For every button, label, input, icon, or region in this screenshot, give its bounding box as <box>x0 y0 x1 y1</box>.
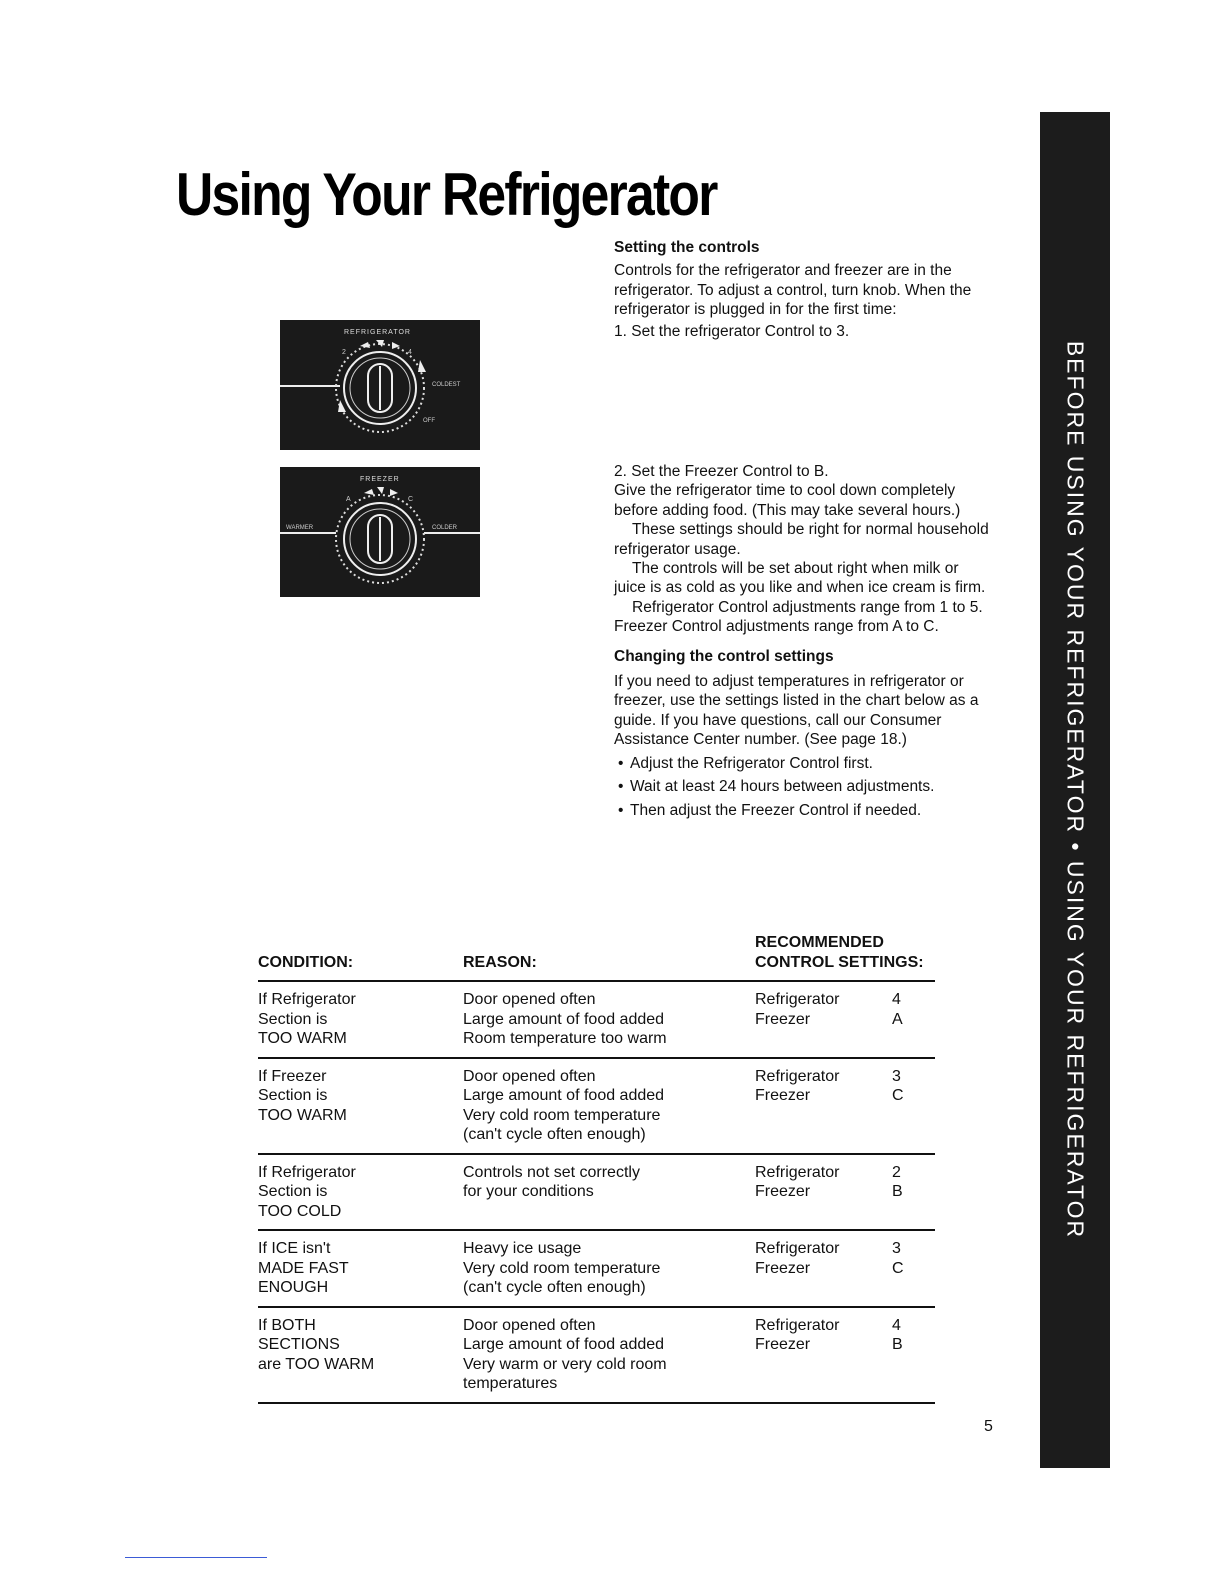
column-header-settings <box>755 933 924 972</box>
reason-cell-line: (can't cycle often enough) <box>463 1126 646 1143</box>
table-row <box>258 982 935 1059</box>
control-name-cell-line: Refrigerator <box>755 991 840 1008</box>
condition-cell-line: Section is <box>258 1183 328 1200</box>
setting-controls-intro: Controls for the refrigerator and freezer are in the refrigerator. To adjust a control, turn knob. When the refrigerator is plugged in for the first time: <box>614 262 972 319</box>
control-value-cell <box>892 1163 922 1202</box>
refrigerator-dial-icon <box>280 320 480 450</box>
reason-cell-line: Door opened often <box>463 1067 596 1085</box>
control-name-cell-line: Refrigerator <box>755 1240 840 1257</box>
condition-cell-line: Section is <box>258 1010 328 1028</box>
condition-cell-line: If ICE isn't <box>258 1240 331 1257</box>
freezer-dial-number-left: A <box>346 496 351 503</box>
table-row <box>258 1155 935 1232</box>
condition-cell-line: TOO WARM <box>258 1030 347 1047</box>
control-value-cell-line: C <box>892 1259 904 1277</box>
reason-cell-line: Door opened often <box>463 991 596 1008</box>
column-header-settings-line-1: RECOMMENDED <box>755 934 884 951</box>
condition-cell-line: are TOO WARM <box>258 1355 375 1373</box>
control-value-cell-line: C <box>892 1087 904 1104</box>
reason-cell-line: Large amount of food added <box>463 1010 665 1028</box>
control-name-cell-line: Freezer <box>755 1010 811 1028</box>
list-item: • Then adjust the Freezer Control if needed. <box>614 801 994 820</box>
side-tab-label: BEFORE USING YOUR REFRIGERATOR • USING YOUR REFRIGERATOR <box>1062 340 1089 1240</box>
condition-cell <box>258 1163 448 1222</box>
control-value-cell-line: 3 <box>892 1240 901 1257</box>
reason-cell <box>463 1163 743 1202</box>
list-item: • Adjust the Refrigerator Control first. <box>614 754 994 773</box>
condition-cell-line: If BOTH <box>258 1316 316 1334</box>
reason-cell-line: for your conditions <box>463 1183 594 1200</box>
reason-cell-line: (can't cycle often enough) <box>463 1279 646 1296</box>
control-name-cell <box>755 1239 875 1278</box>
condition-cell-line: Section is <box>258 1087 328 1104</box>
condition-cell <box>258 1067 448 1126</box>
control-value-cell <box>892 990 922 1029</box>
control-value-cell <box>892 1239 922 1278</box>
control-value-cell-line: 3 <box>892 1067 901 1085</box>
control-value-cell-line: 4 <box>892 991 901 1008</box>
setting-paragraph-4: Refrigerator Control adjustments range from 1 to 5. Freezer Control adjustments range from A to C. <box>614 598 983 636</box>
condition-cell-line: If Refrigerator <box>258 1163 356 1181</box>
condition-cell-line: TOO COLD <box>258 1202 342 1220</box>
freezer-dial-icon <box>280 467 480 597</box>
freezer-dial-left-text: WARMER <box>286 525 314 531</box>
column-header-reason: REASON: <box>463 953 537 971</box>
reason-cell <box>463 1316 743 1394</box>
control-name-cell-line: Refrigerator <box>755 1163 840 1181</box>
control-name-cell <box>755 1316 875 1355</box>
control-name-cell-line: Freezer <box>755 1183 811 1200</box>
column-header-condition: CONDITION: <box>258 953 354 971</box>
list-item: • Wait at least 24 hours between adjustments. <box>614 777 994 796</box>
condition-cell <box>258 1239 448 1298</box>
refrigerator-dial-number-right: 4 <box>408 349 412 356</box>
control-value-cell <box>892 1067 922 1106</box>
setting-controls-section <box>614 238 994 341</box>
control-value-cell-line: 2 <box>892 1163 901 1181</box>
control-name-cell-line: Refrigerator <box>755 1316 840 1334</box>
control-name-cell-line: Freezer <box>755 1087 811 1104</box>
changing-settings-paragraph: If you need to adjust temperatures in refrigerator or freezer, use the settings listed in the chart below as a guide. If you have questions, call our Consumer Assistance Center number. (See page 18.) <box>614 673 979 749</box>
control-name-cell <box>755 1067 875 1106</box>
setting-paragraph-3: The controls will be set about right when milk or juice is as cold as you like and when ice cream is firm. <box>614 560 986 597</box>
control-value-cell-line: A <box>892 1010 903 1028</box>
control-settings-table <box>258 930 935 1404</box>
page-number: 5 <box>984 1418 993 1435</box>
control-name-cell-line: Freezer <box>755 1259 811 1277</box>
condition-cell-line: ENOUGH <box>258 1279 329 1296</box>
condition-cell-line: If Refrigerator <box>258 991 356 1008</box>
page-title: Using Your Refrigerator <box>176 161 717 228</box>
control-value-cell-line: B <box>892 1336 903 1353</box>
reason-cell-line: Room temperature too warm <box>463 1030 667 1047</box>
reason-cell-line: Heavy ice usage <box>463 1240 582 1257</box>
reason-cell-line: Door opened often <box>463 1316 596 1334</box>
reason-cell-line: Controls not set correctly <box>463 1163 640 1181</box>
refrigerator-dial-label: REFRIGERATOR <box>344 329 411 336</box>
reason-cell-line: Large amount of food added <box>463 1336 665 1353</box>
refrigerator-dial-bottom-text: OFF <box>423 418 435 424</box>
setting-paragraph-1: Give the refrigerator time to cool down completely before adding food. (This may take several hours.) <box>614 482 961 519</box>
reason-cell-line: temperatures <box>463 1375 558 1392</box>
control-value-cell-line: B <box>892 1183 903 1200</box>
table-header <box>258 930 935 982</box>
condition-cell <box>258 1316 448 1375</box>
setting-step-1: 1. Set the refrigerator Control to 3. <box>614 322 850 340</box>
freezer-dial-right-text: COLDER <box>432 525 458 531</box>
control-name-cell <box>755 1163 875 1202</box>
reason-cell <box>463 1067 743 1145</box>
setting-controls-continued <box>614 462 994 824</box>
column-header-settings-line-2: CONTROL SETTINGS: <box>755 953 924 971</box>
reason-cell <box>463 1239 743 1298</box>
control-name-cell <box>755 990 875 1029</box>
reason-cell-line: Very cold room temperature <box>463 1106 661 1124</box>
freezer-dial-label: FREEZER <box>360 476 400 483</box>
condition-cell-line: If Freezer <box>258 1067 327 1085</box>
section-side-tab <box>1040 112 1110 1468</box>
refrigerator-dial-number-left: 2 <box>342 349 346 356</box>
setting-controls-heading: Setting the controls <box>614 239 760 256</box>
freezer-dial-image <box>280 467 480 597</box>
control-name-cell-line: Refrigerator <box>755 1067 840 1085</box>
reason-cell-line: Very cold room temperature <box>463 1259 661 1277</box>
changing-settings-heading: Changing the control settings <box>614 647 834 665</box>
setting-step-2: 2. Set the Freezer Control to B. <box>614 463 829 480</box>
setting-paragraph-2: These settings should be right for normal household refrigerator usage. <box>614 521 989 558</box>
refrigerator-dial-right-text: COLDEST <box>432 382 461 388</box>
reason-cell-line: Large amount of food added <box>463 1087 665 1104</box>
condition-cell-line: SECTIONS <box>258 1336 340 1353</box>
reason-cell-line: Very warm or very cold room <box>463 1355 667 1373</box>
control-value-cell <box>892 1316 922 1355</box>
freezer-dial-number-right: C <box>408 496 414 503</box>
condition-cell-line: TOO WARM <box>258 1106 347 1124</box>
reason-cell <box>463 990 743 1049</box>
table-row <box>258 1308 935 1404</box>
condition-cell <box>258 990 448 1049</box>
control-name-cell-line: Freezer <box>755 1336 811 1353</box>
control-value-cell-line: 4 <box>892 1316 901 1334</box>
refrigerator-dial-image <box>280 320 480 450</box>
adjustment-bullet-list <box>614 754 994 820</box>
footnote-rule <box>125 1557 267 1558</box>
condition-cell-line: MADE FAST <box>258 1259 349 1277</box>
table-row <box>258 1231 935 1308</box>
table-row <box>258 1059 935 1155</box>
